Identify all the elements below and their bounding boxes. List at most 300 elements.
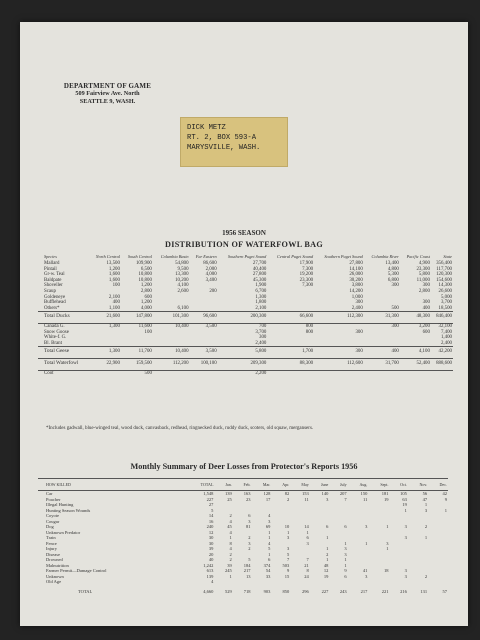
table-cell: 45,300	[252, 277, 267, 283]
table-cell: 1,600	[108, 272, 120, 278]
table-cell: 54,800	[175, 261, 189, 266]
table-cell: 1	[386, 524, 389, 529]
table-cell: 4,100	[177, 283, 189, 289]
table-cell: 9,500	[177, 266, 189, 272]
table-cell: 300	[355, 349, 363, 355]
table-cell: 33	[265, 573, 271, 579]
ducks-total-row	[38, 312, 453, 323]
table-cell: 47	[422, 496, 428, 502]
table-cell: 150	[360, 491, 368, 496]
table-cell: 1	[229, 535, 232, 540]
table-cell	[364, 371, 400, 377]
table-cell: 3	[268, 518, 271, 524]
table-cell: 24	[304, 573, 309, 579]
table-cell: 112,600	[347, 360, 363, 366]
table-cell: 2,000	[205, 266, 217, 272]
table-cell: 600	[422, 329, 430, 335]
table-cell: 209,300	[250, 360, 267, 366]
table-cell: 23	[246, 496, 251, 502]
table-cell: 400	[391, 349, 399, 355]
table-row	[38, 568, 448, 574]
table-cell: 4,100	[418, 349, 430, 355]
table-cell: 14,100	[349, 266, 363, 272]
table-cell: 17,900	[299, 261, 314, 266]
table-cell: 18,500	[438, 305, 452, 311]
table-cell: 86,600	[203, 261, 217, 266]
table-cell: 5,800	[418, 272, 430, 278]
table-cell: 5,800	[255, 349, 267, 355]
table-cell: 3	[365, 573, 368, 579]
table-cell: 27,800	[349, 261, 363, 266]
table-cell: 221	[381, 588, 389, 594]
footnote: *Includes gadwall, blue-winged teal, wood duck, canvasback, redhead, ringnecked duck, ruddy duck, scoters, old squaw, mergansers.	[46, 426, 314, 431]
table-cell: 159,500	[135, 360, 152, 366]
table-cell: 112,200	[172, 360, 189, 366]
table-cell: 245	[224, 568, 232, 573]
table-cell: 131	[420, 588, 428, 594]
table-cell	[400, 371, 431, 377]
table-cell: 1,100	[108, 305, 120, 311]
table-cell: 7	[306, 557, 309, 562]
table-cell: 300	[355, 329, 363, 335]
table-cell: 27,700	[252, 261, 267, 266]
table-cell: 850	[282, 588, 290, 594]
col-header: Central Puget Sound	[277, 254, 314, 259]
table-cell: 1,242	[203, 562, 214, 568]
table-cell: 120,300	[436, 272, 452, 278]
table-cell: 56	[422, 491, 428, 496]
table-cell: 243	[339, 588, 347, 594]
table-cell: 500	[144, 370, 152, 376]
table-cell: 200	[209, 288, 217, 294]
table-cell: 300	[422, 283, 430, 289]
table-cell: 700	[259, 323, 267, 329]
ducks-rows	[38, 261, 453, 312]
table-cell: 19	[384, 496, 389, 502]
row-label: Snow Goose	[44, 329, 69, 335]
table-cell	[153, 371, 190, 377]
table-cell: 23,300	[416, 266, 430, 272]
table-cell: 12	[323, 568, 329, 573]
table-cell: 100,100	[200, 360, 217, 366]
table-cell: 8	[306, 568, 309, 573]
table-cell: 10	[284, 524, 290, 529]
table-cell: 3	[404, 524, 407, 529]
table-cell: 5,300	[387, 272, 399, 278]
table-cell: 140	[321, 491, 329, 496]
row-label: Drowned	[46, 557, 63, 562]
deer-total-row	[38, 585, 448, 595]
table-cell: 300	[391, 283, 399, 289]
table-cell: 13,300	[175, 272, 189, 278]
table-cell: 4	[211, 579, 214, 584]
table-cell: 3	[248, 540, 251, 546]
table-cell: 4	[229, 529, 232, 535]
department-name: DEPARTMENT OF GAME	[63, 82, 152, 90]
table-cell: 7	[344, 496, 347, 502]
table-cell: 14,200	[349, 288, 363, 294]
row-label: Baldpate	[44, 277, 62, 283]
table-cell: 3,400	[205, 277, 217, 283]
table-cell: 42	[442, 491, 447, 496]
col-header: North Central	[95, 254, 120, 259]
table-cell: 4	[229, 546, 232, 551]
table-cell: 1	[326, 546, 329, 551]
row-label: TOTAL	[78, 588, 93, 594]
table-cell: 1,548	[203, 491, 214, 496]
table-cell: 100	[112, 283, 120, 289]
table-cell: Apr.	[271, 479, 290, 491]
row-label: Injury	[46, 546, 57, 551]
table-cell: 217	[360, 588, 368, 594]
table-cell: 30	[208, 540, 214, 546]
table-cell: Jan.	[214, 479, 232, 491]
deer-rows	[38, 491, 448, 585]
deer-header-row	[38, 479, 448, 491]
table-cell: 2	[248, 546, 251, 551]
totals-block	[38, 347, 453, 376]
table-cell	[190, 371, 218, 377]
row-label: Pintail	[44, 266, 57, 272]
table-cell	[431, 371, 453, 377]
table-cell: 39	[208, 546, 214, 551]
table-cell: 200,300	[250, 314, 267, 320]
table-cell: 48	[323, 562, 329, 568]
table-cell: Nov.	[408, 479, 428, 491]
table-cell: 42,200	[438, 349, 452, 355]
row-label: HOW KILLED	[38, 479, 184, 491]
table-cell: 400	[112, 300, 120, 306]
table-cell: 3,500	[205, 323, 217, 329]
table-cell: 5	[268, 546, 271, 551]
table-cell: 7	[286, 557, 290, 562]
table-cell: 31,300	[385, 314, 399, 320]
table-cell: 2,800	[140, 288, 152, 294]
table-cell: 4	[229, 518, 232, 524]
row-label: Dog	[46, 524, 54, 529]
table-cell: 6,500	[140, 266, 152, 272]
letterhead	[60, 82, 155, 106]
table-cell: 16	[208, 518, 214, 524]
table-cell: Aug.	[348, 479, 369, 491]
table-cell: 2	[424, 573, 428, 579]
row-label: Coot	[44, 370, 54, 376]
col-header: Species	[44, 254, 57, 259]
label-name: DICK METZ	[187, 124, 226, 132]
table-cell: 5,000	[440, 294, 452, 300]
table-cell: 800	[305, 329, 314, 335]
table-cell: 6	[268, 557, 271, 562]
table-cell: Mar.	[252, 479, 272, 491]
table-cell: 27,800	[252, 272, 267, 278]
table-cell: 26,000	[349, 272, 363, 278]
table-cell: 4	[268, 540, 271, 546]
table-cell: 23,300	[299, 277, 314, 283]
col-header: State	[443, 254, 452, 259]
table-cell: 57	[442, 588, 447, 594]
table-cell: July	[329, 479, 347, 491]
table-cell: 216	[400, 588, 407, 594]
table-cell	[267, 371, 314, 377]
table-cell: 3	[344, 551, 347, 557]
table-cell: 14,300	[438, 283, 452, 289]
table-cell: 3	[404, 573, 407, 579]
label-route: RT. 2, BOX 593-A	[187, 134, 257, 142]
table-cell: 374	[263, 562, 271, 568]
table-cell: 3	[286, 535, 290, 540]
table-cell: 1,300	[108, 349, 120, 355]
table-cell: 1,900	[255, 283, 267, 289]
row-label: Total Ducks	[44, 313, 70, 320]
table-cell: 17	[265, 496, 271, 502]
table-cell: 1	[344, 562, 347, 568]
table-cell: 54	[265, 568, 271, 573]
table-cell: 10,400	[175, 323, 189, 329]
table-cell: 2	[424, 524, 428, 529]
table-cell: 15	[284, 573, 290, 579]
table-cell: 3	[404, 535, 407, 540]
table-cell: 3	[404, 568, 407, 573]
table-cell: 4,660	[203, 588, 214, 594]
table-cell: 1	[444, 507, 447, 513]
table-cell: 1	[229, 573, 232, 579]
table-cell: 846,400	[436, 314, 452, 320]
table-cell: 163	[243, 491, 251, 496]
table-cell: 11	[304, 496, 309, 502]
table-cell: 13,500	[106, 261, 120, 266]
row-label: Unknown	[46, 573, 64, 579]
row-label: Fence	[46, 540, 57, 546]
table-cell: 27	[208, 502, 214, 507]
table-cell: 48,300	[416, 314, 430, 320]
geese-rows	[38, 324, 453, 347]
table-cell: 4,000	[205, 272, 217, 278]
row-label: Goldeneye	[44, 294, 66, 300]
table-cell: 69	[265, 524, 271, 529]
table-cell: 207	[339, 491, 347, 496]
table-cell: 14	[208, 513, 214, 518]
table-cell	[89, 371, 121, 377]
table-cell: 1	[268, 551, 271, 557]
table-cell: 6	[248, 513, 251, 518]
table-cell: 21	[304, 562, 309, 568]
ducks-total-block	[38, 312, 453, 324]
table-cell: 3,700	[255, 329, 267, 335]
table-cell: 600	[144, 294, 152, 300]
table-cell: 40,400	[252, 266, 267, 272]
table-cell: 7,300	[302, 283, 314, 289]
table-cell: 184	[243, 562, 251, 568]
table-cell: 7,400	[440, 329, 452, 335]
col-header: Far Eastern	[195, 254, 217, 259]
table-cell: 13	[246, 573, 251, 579]
col-header: Southern Puget Sound	[227, 254, 267, 259]
table-cell: 227	[206, 496, 214, 502]
row-label: Bl. Brant	[44, 340, 62, 346]
geese-total-row	[38, 347, 453, 358]
table-cell: 5	[248, 557, 251, 562]
col-header: South Central	[127, 254, 152, 259]
table-cell: 300	[391, 323, 399, 329]
table-cell: 1,600	[108, 277, 120, 283]
table-cell: 39	[227, 562, 232, 568]
table-cell: 96,600	[203, 314, 217, 320]
table-cell: 2,100	[108, 294, 120, 300]
table-cell: 300	[259, 335, 267, 341]
table-cell: 1	[344, 557, 347, 562]
table-cell: 109,900	[135, 261, 152, 266]
table-cell: 3	[424, 507, 428, 513]
table-cell: 14	[304, 524, 309, 529]
table-cell: 1,200	[140, 300, 152, 306]
table-cell: 2	[286, 496, 290, 502]
table-cell: 22,900	[106, 360, 120, 366]
table-cell: 3	[306, 540, 309, 546]
table-cell	[314, 371, 364, 377]
table-cell: 500	[391, 305, 399, 311]
row-label: Others*	[44, 305, 60, 311]
table-cell: 45	[227, 524, 232, 529]
row-label: Bufflehead	[44, 300, 66, 306]
table-cell: 6	[326, 524, 329, 529]
table-cell: 3	[365, 524, 368, 529]
row-label: Cougar	[46, 518, 60, 524]
row-label: Train	[46, 535, 56, 540]
table-cell: 32,100	[438, 323, 452, 329]
table-cell: 529	[224, 588, 232, 594]
table-cell: 1,000	[351, 294, 363, 300]
table-cell: Sept.	[368, 479, 389, 491]
table-cell: 2,600	[177, 288, 189, 294]
table-cell: 9	[286, 568, 290, 573]
table-cell: 30,200	[349, 277, 363, 283]
table-cell: 2,800	[418, 288, 430, 294]
table-cell: 10,200	[175, 277, 189, 283]
table-cell: 6,700	[255, 288, 267, 294]
label-town: MARYSVILLE, WASH.	[187, 144, 261, 152]
table-cell: Dec.	[428, 479, 448, 491]
table-cell: 81	[246, 524, 251, 529]
table-cell: 1	[424, 502, 428, 507]
row-label: Coyote	[46, 513, 59, 518]
table-cell: 300	[355, 300, 363, 306]
table-cell: 3	[344, 546, 347, 551]
table-cell: 11	[362, 496, 368, 502]
table-cell: 18	[384, 568, 389, 573]
table-cell: June	[310, 479, 330, 491]
row-label: White-f. G.	[44, 335, 67, 341]
waterfowl-total-row	[38, 359, 453, 370]
table-cell: 7,300	[302, 266, 314, 272]
table-cell: 2	[229, 513, 232, 518]
document-page	[20, 22, 468, 626]
col-header: Southern Puget Sound	[324, 254, 363, 259]
table-cell: 1	[424, 535, 428, 540]
table-cell: 1	[326, 535, 329, 540]
table-cell: 3,200	[418, 323, 430, 329]
row-label: Car	[46, 491, 53, 496]
table-cell: 5	[211, 507, 214, 513]
table-cell: 2	[248, 535, 251, 540]
table-cell: 6	[306, 535, 309, 540]
table-cell: 1,300	[255, 294, 267, 300]
table-cell: 9	[344, 568, 347, 573]
table-cell: 19,200	[299, 272, 314, 278]
table-cell: 117,700	[436, 266, 452, 272]
table-cell: 66,600	[299, 314, 314, 320]
table-cell: 10,800	[138, 277, 152, 283]
table-cell: 1,400	[440, 335, 452, 341]
table-cell: 5	[286, 551, 290, 557]
table-cell: 6	[344, 573, 347, 579]
table-cell: 31,700	[385, 360, 399, 366]
table-cell: 9	[444, 496, 447, 502]
table-cell: 4,900	[418, 261, 430, 266]
table-cell: Feb.	[233, 479, 252, 491]
table-cell: 1	[365, 540, 368, 546]
table-cell: 21,600	[106, 314, 120, 320]
table-cell: 1	[268, 535, 271, 540]
table-cell: 6	[344, 524, 347, 529]
row-label: Disease	[46, 551, 60, 557]
table-cell: 1,300	[108, 323, 120, 329]
table-cell: 3,700	[440, 300, 452, 306]
table-cell: 41	[362, 568, 368, 573]
row-label: Mallard	[44, 261, 60, 266]
coot-row	[38, 371, 453, 377]
table-cell: 11,000	[416, 277, 430, 283]
table-cell: 503	[282, 562, 290, 568]
table-cell: 2,400	[351, 305, 363, 311]
waterfowl-header-row	[38, 254, 453, 261]
table-cell: 26,600	[438, 288, 452, 294]
row-label: Poacher	[46, 496, 61, 502]
table-cell: 718	[243, 588, 251, 594]
table-cell: 11,700	[138, 349, 152, 355]
row-label: Total Waterfowl	[44, 359, 79, 366]
table-cell: 6,100	[177, 305, 189, 311]
table-cell: 1	[344, 540, 347, 546]
col-header: Columbia River	[371, 254, 399, 259]
table-cell: 296	[302, 588, 309, 594]
table-cell: 356,400	[436, 261, 452, 266]
table-cell: 52,400	[416, 360, 430, 366]
table-cell: 1	[326, 557, 329, 562]
table-cell: 12	[208, 529, 214, 535]
table-cell: 181	[381, 491, 389, 496]
table-cell: 2,100	[255, 305, 267, 311]
row-label: Old Age	[46, 579, 62, 584]
table-cell: 10,800	[138, 272, 152, 278]
table-cell: 82	[284, 491, 290, 496]
waterfowl-title: DISTRIBUTION OF WATERFOWL BAG	[165, 240, 323, 249]
table-cell: 217	[243, 568, 251, 573]
table-cell: 2	[229, 557, 232, 562]
table-cell: 2,400	[255, 340, 267, 346]
table-cell: 1	[306, 529, 309, 535]
deer-title: Monthly Summary of Deer Losses from Protector's Reports 1956	[130, 462, 358, 471]
table-cell: 147,800	[135, 314, 152, 320]
waterfowl-table	[38, 254, 453, 376]
table-cell: 153	[302, 491, 309, 496]
row-label: Unknown Predator	[46, 529, 81, 535]
table-cell: 154,600	[436, 277, 452, 283]
table-cell: 1,800	[255, 300, 267, 306]
table-cell: 1	[404, 507, 407, 513]
table-cell: 3,500	[205, 349, 217, 355]
deer-table	[38, 478, 448, 595]
table-cell: 25	[227, 496, 232, 502]
